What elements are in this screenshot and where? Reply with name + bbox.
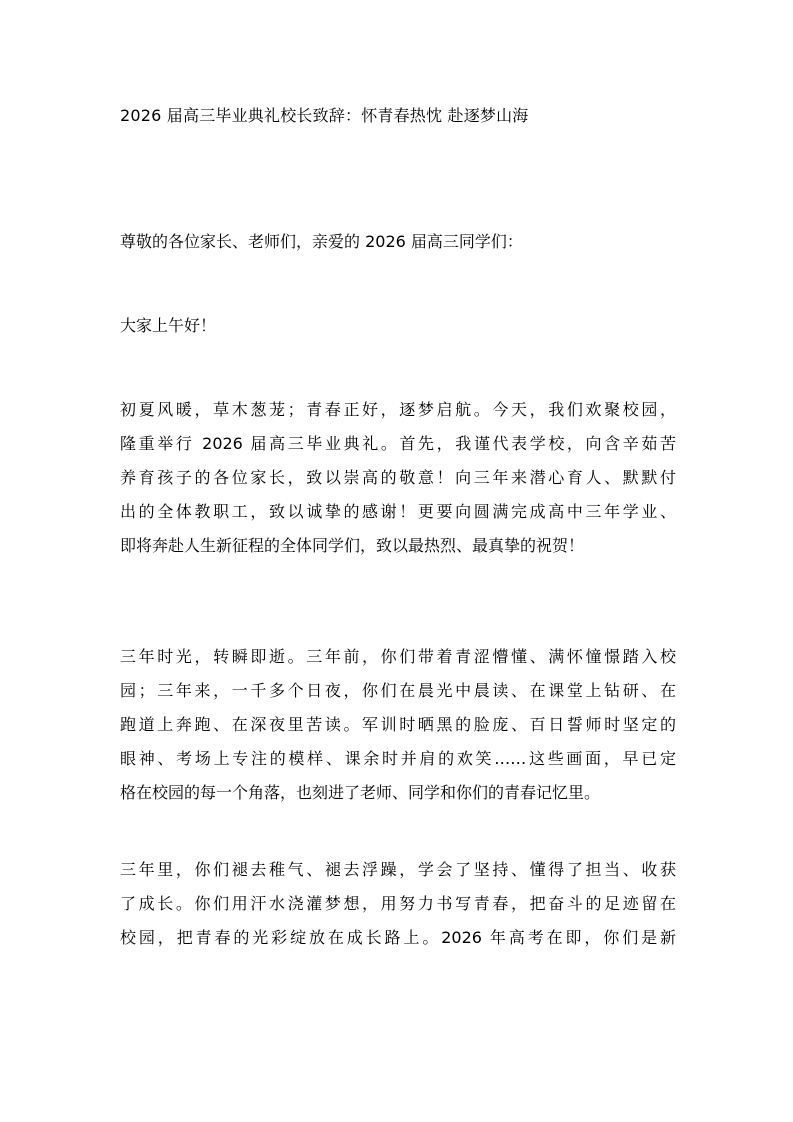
- paragraph-2: [120, 640, 676, 810]
- paragraph-line: 即将奔赴人生新征程的全体同学们，致以最热烈、最真挚的祝贺！: [120, 536, 585, 555]
- paragraph-line: 校园，把青春的光彩绽放在成长路上。2026 年高考在即，你们是新: [120, 928, 676, 947]
- paragraph-1: [120, 393, 676, 563]
- paragraph-line: 隆重举行 2026 届高三毕业典礼。首先，我谨代表学校，向含辛茹苦: [120, 434, 676, 453]
- paragraph-line: 格在校园的每一个角落，也刻进了老师、同学和你们的青春记忆里。: [120, 783, 601, 802]
- salutation: 尊敬的各位家长、老师们，亲爱的 2026 届高三同学们：: [120, 232, 523, 251]
- paragraph-line: 眼神、考场上专注的模样、课余时并肩的欢笑……这些画面，早已定: [120, 749, 676, 768]
- paragraph-line: 了成长。你们用汗水浇灌梦想，用努力书写青春，把奋斗的足迹留在: [120, 894, 676, 913]
- paragraph-line: 养育孩子的各位家长，致以崇高的敬意！向三年来潜心育人、默默付: [120, 468, 676, 487]
- opening-greeting: 大家上午好！: [120, 316, 217, 335]
- paragraph-3: [120, 853, 676, 955]
- paragraph-line: 初夏风暖，草木葱茏；青春正好，逐梦启航。今天，我们欢聚校园，: [120, 400, 676, 419]
- paragraph-line: 跑道上奔跑、在深夜里苦读。军训时晒黑的脸庞、百日誓师时坚定的: [120, 715, 676, 734]
- document-title: 2026 届高三毕业典礼校长致辞：怀青春热忱 赴逐梦山海: [120, 106, 529, 125]
- paragraph-line: 园；三年来，一千多个日夜，你们在晨光中晨读、在课堂上钻研、在: [120, 681, 676, 700]
- paragraph-line: 三年时光，转瞬即逝。三年前，你们带着青涩懵懂、满怀憧憬踏入校: [120, 647, 676, 666]
- paragraph-line: 三年里，你们褪去稚气、褪去浮躁，学会了坚持、懂得了担当、收获: [120, 860, 676, 879]
- paragraph-line: 出的全体教职工，致以诚挚的感谢！更要向圆满完成高中三年学业、: [120, 502, 676, 521]
